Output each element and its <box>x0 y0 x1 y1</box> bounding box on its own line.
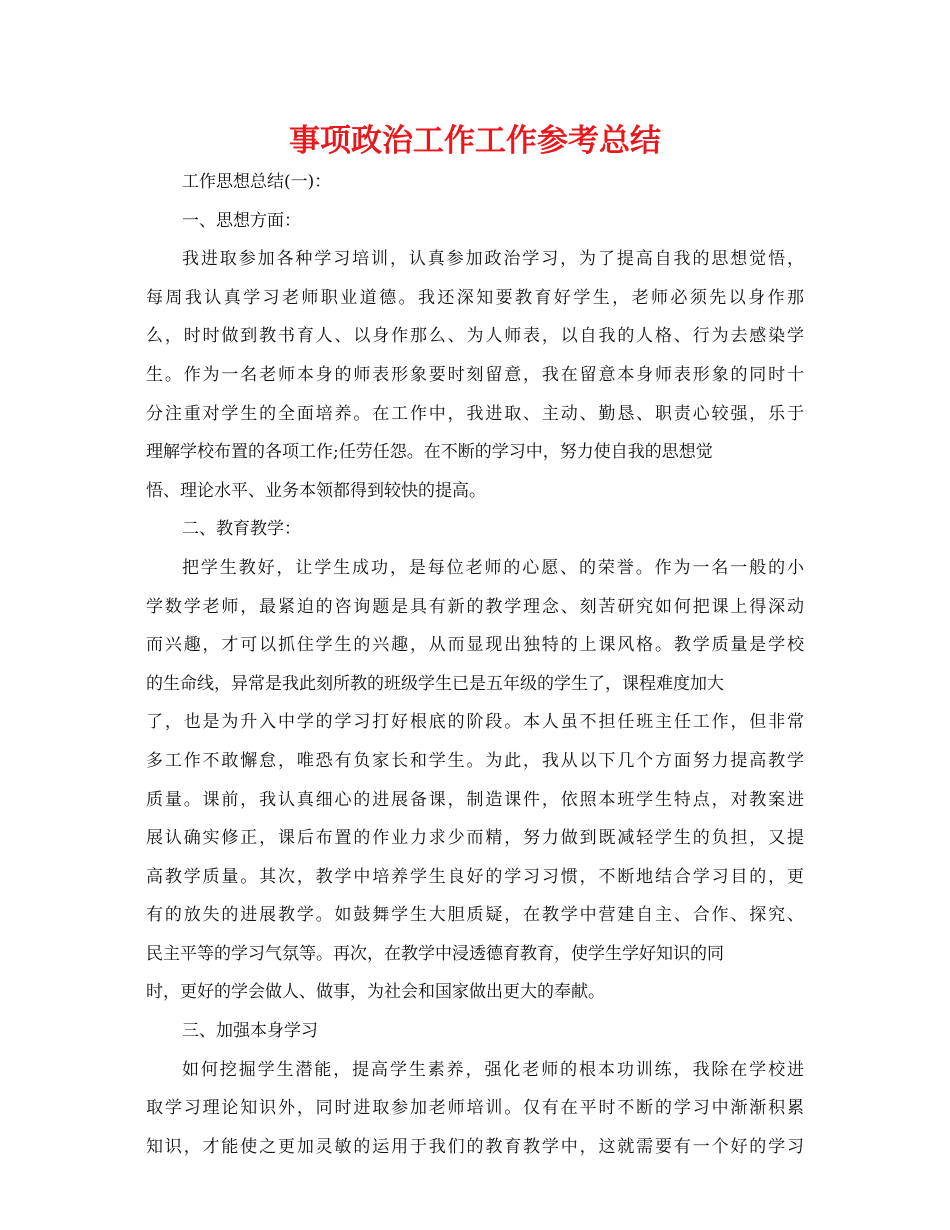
paragraph-line: 了，也是为升入中学的学习打好根底的阶段。本人虽不担任班主任工作，但非常 <box>146 712 804 733</box>
document-body <box>146 163 804 1166</box>
paragraph-line: 民主平等的学习气氛等。再次，在教学中浸透德育教育，使学生学好知识的同 <box>146 943 724 964</box>
paragraph-line: 每周我认真学习老师职业道德。我还深知要教育好学生，老师必须先以身作那 <box>146 287 804 308</box>
document-title: 事项政治工作工作参考总结 <box>289 123 661 159</box>
section-heading-self-study: 三、加强本身学习 <box>182 1021 318 1042</box>
paragraph-line: 悟、理论水平、业务本领都得到较快的提高。 <box>146 480 486 501</box>
paragraph-line: 多工作不敢懈怠，唯恐有负家长和学生。为此，我从以下几个方面努力提高教学 <box>146 750 804 771</box>
paragraph-line: 高教学质量。其次，教学中培养学生良好的学习习惯，不断地结合学习目的，更 <box>146 866 804 887</box>
paragraph-line: 知识，才能使之更加灵敏的运用于我们的教育教学中，这就需要有一个好的学习 <box>146 1136 804 1157</box>
paragraph-line: 的生命线，异常是我此刻所教的班级学生已是五年级的学生了，课程难度加大 <box>146 673 724 694</box>
paragraph-line: 我进取参加各种学习培训，认真参加政治学习，为了提高自我的思想觉悟， <box>182 249 804 270</box>
paragraph-line: 有的放失的进展教学。如鼓舞学生大胆质疑，在教学中营建自主、合作、探究、 <box>146 905 804 926</box>
paragraph-line: 么，时时做到教书育人、以身作那么、为人师表，以自我的人格、行为去感染学 <box>146 326 804 347</box>
paragraph-line: 质量。课前，我认真细心的进展备课，制造课件，依照本班学生特点，对教案进 <box>146 789 804 810</box>
paragraph-line: 理解学校布置的各项工作;任劳任怨。在不断的学习中，努力使自我的思想觉 <box>146 442 713 463</box>
paragraph-line: 分注重对学生的全面培养。在工作中，我进取、主动、勤恳、职责心较强，乐于 <box>146 403 804 424</box>
paragraph-line: 把学生教好，让学生成功，是每位老师的心愿、的荣誉。作为一名一般的小 <box>182 557 804 578</box>
paragraph-line: 展认确实修正，课后布置的作业力求少而精，努力做到既减轻学生的负担，又提 <box>146 828 804 849</box>
section-heading-thought: 一、思想方面： <box>182 210 301 231</box>
section-heading-teaching: 二、教育教学： <box>182 519 301 540</box>
section-heading-intro: 工作思想总结(一)： <box>182 172 332 192</box>
paragraph-line: 学数学老师，最紧迫的咨询题是具有新的教学理念、刻苦研究如何把课上得深动 <box>146 596 804 617</box>
paragraph-line: 生。作为一名老师本身的师表形象要时刻留意，我在留意本身师表形象的同时十 <box>146 364 804 385</box>
paragraph-line: 而兴趣，才可以抓住学生的兴趣，从而显现出独特的上课风格。教学质量是学校 <box>146 635 804 656</box>
paragraph-line: 时，更好的学会做人、做事，为社会和国家做出更大的奉献。 <box>146 982 605 1003</box>
paragraph-line: 取学习理论知识外，同时进取参加老师培训。仅有在平时不断的学习中渐渐积累 <box>146 1098 804 1119</box>
paragraph-line: 如何挖掘学生潜能，提高学生素养，强化老师的根本功训练，我除在学校进 <box>182 1059 804 1080</box>
